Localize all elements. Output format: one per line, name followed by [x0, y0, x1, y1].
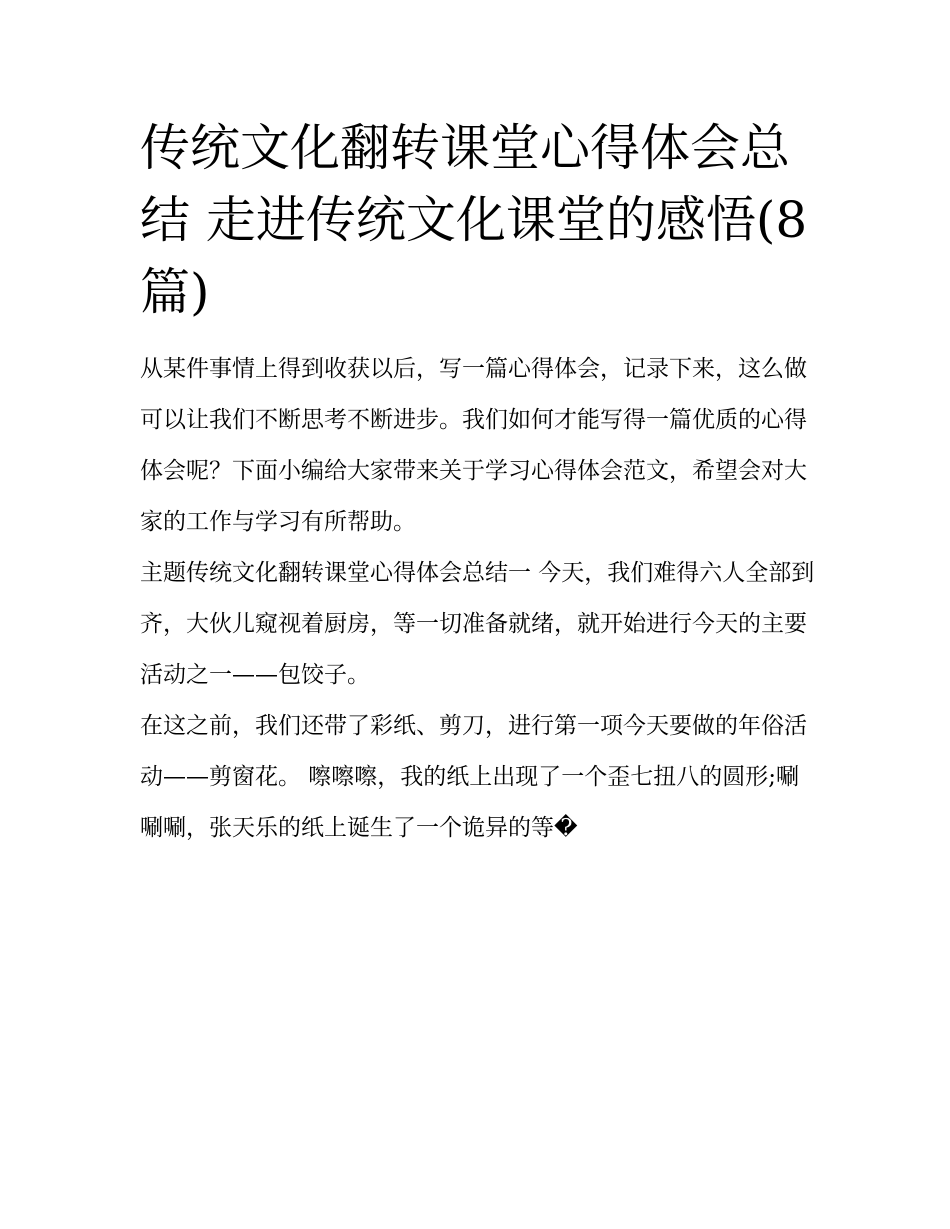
- document-title: 传统文化翻转课堂心得体会总结 走进传统文化课堂的感悟(8篇): [140, 119, 808, 321]
- paragraph-paper-cutting: 在这之前，我们还带了彩纸、剪刀，进行第一项今天要做的年俗活动——剪窗花。 嚓嚓嚓，我的纸上出现了一个歪七扭八的圆形;唰唰唰，张天乐的纸上诞生了一个诡异的等�: [140, 713, 807, 841]
- document-content: [140, 112, 815, 854]
- paragraph-section-one: 主题传统文化翻转课堂心得体会总结一 今天，我们难得六人全部到齐，大伙儿窥视着厨房，等一切准备就绪，就开始进行今天的主要活动之一——包饺子。: [140, 560, 815, 688]
- paragraph-intro: 从某件事情上得到收获以后，写一篇心得体会，记录下来，这么做可以让我们不断思考不断进步。我们如何才能写得一篇优质的心得体会呢？下面小编给大家带来关于学习心得体会范文，希望会对大家的工作与学习有所帮助。: [140, 356, 807, 535]
